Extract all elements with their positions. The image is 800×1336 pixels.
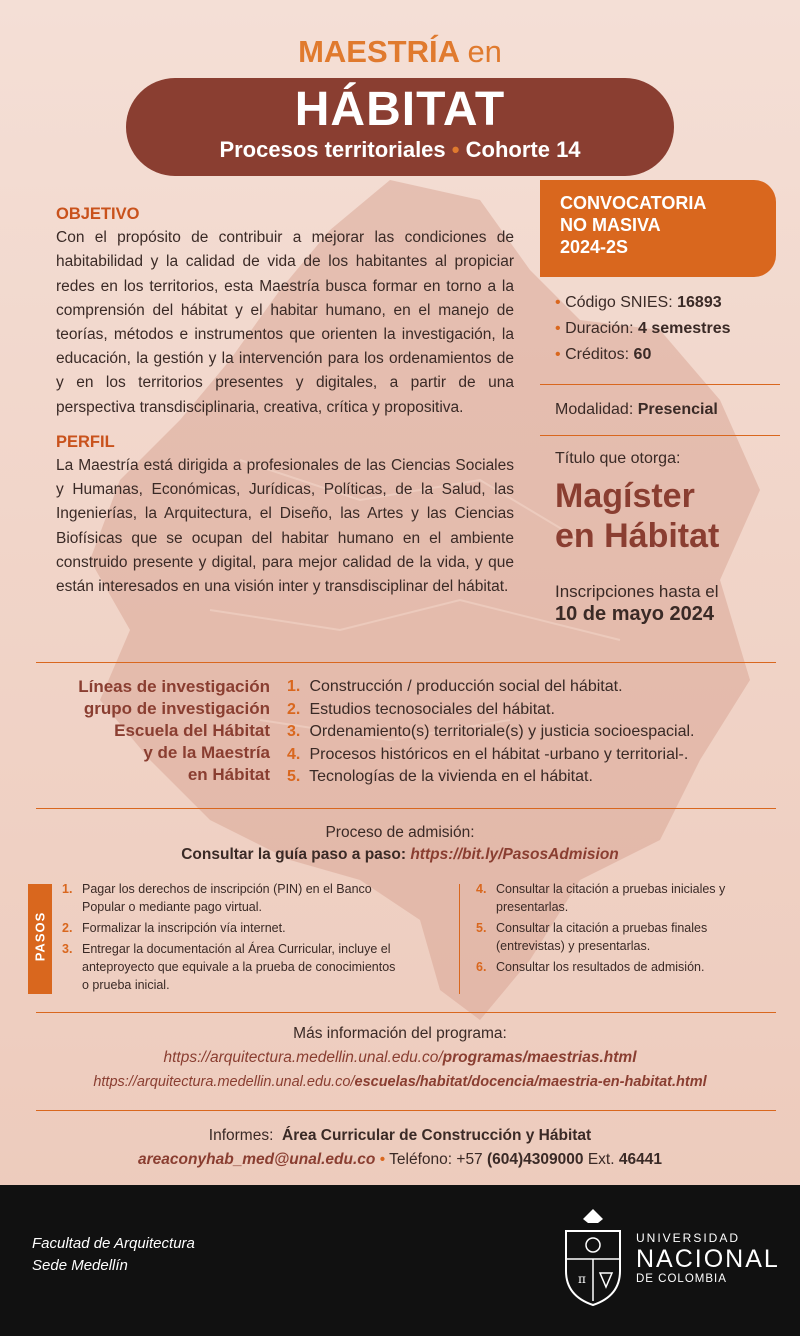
convocatoria-badge: CONVOCATORIA NO MASIVA 2024-2S — [540, 180, 776, 277]
objetivo-text: Con el propósito de contribuir a mejorar las condiciones de habitabilidad y la calidad de vida de los habitantes al propiciar redes en los territorios, esta Maestría busca formar en torno a la comprensión del hábitat y el habitar humano, en el manejo de teorías, métodos e instrumentos que orienten la investigación, la educación, la gestión y la intervención para los ordenamientos de y en los territorios presentes y digitales, a partir de una perspectiva transdisciplinaria, creativa, crítica y propositiva. — [56, 229, 514, 416]
informes-section: Informes: Área Curricular de Construcción y Hábitat areaconyhab_med@unal.edu.co • Teléfono: +57 (604)4309000 Ext. 46441 — [138, 1127, 662, 1168]
steps-left — [62, 880, 402, 997]
list-item: 6. Consultar los resultados de admisión. — [476, 960, 705, 974]
inscripciones-label: Inscripciones hasta el — [555, 582, 719, 601]
footer — [0, 1185, 800, 1336]
titulo-value: Magíster en Hábitat — [555, 477, 720, 555]
title-pill — [126, 78, 674, 176]
program-facts — [555, 290, 780, 626]
program-link-1[interactable]: https://arquitectura.medellin.unal.edu.co/programas/maestrias.html — [163, 1049, 637, 1066]
email-link[interactable]: areaconyhab_med@unal.edu.co — [138, 1151, 376, 1168]
modalidad-item: Modalidad: Presencial — [555, 401, 718, 418]
university-logo-text: UNIVERSIDAD NACIONAL DE COLOMBIA — [636, 1231, 780, 1285]
program-subtitle: Procesos territoriales • Cohorte 14 — [219, 137, 581, 162]
titulo-label: Título que otorga: — [555, 450, 681, 467]
list-item: 3. Entregar la documentación al Área Curricular, incluye el anteproyecto que equivale a la prueba de conocimientos o prueba inicial. — [62, 942, 396, 992]
guide-link[interactable]: https://bit.ly/PasosAdmision — [410, 846, 619, 863]
list-item: 3. Ordenamiento(s) territoriale(s) y justicia socioespacial. — [287, 723, 695, 740]
steps-right — [476, 880, 726, 979]
admision-section: Proceso de admisión: Consultar la guía paso a paso: https://bit.ly/PasosAdmision — [181, 824, 619, 863]
university-crest-icon — [558, 1201, 628, 1311]
duracion-item: • Duración: 4 semestres — [555, 320, 731, 337]
creditos-item: • Créditos: 60 — [555, 346, 652, 363]
lineas-list — [287, 676, 787, 789]
faculty-name: Facultad de Arquitectura Sede Medellín — [32, 1235, 195, 1274]
pasos-tab: PASOS — [28, 884, 52, 994]
inscripciones-fecha: 10 de mayo 2024 — [555, 603, 714, 625]
snies-item: • Código SNIES: 16893 — [555, 294, 722, 311]
list-item: 2. Estudios tecnosociales del hábitat. — [287, 700, 555, 718]
objetivo-heading: OBJETIVO — [56, 205, 140, 223]
list-item: 4. Consultar la citación a pruebas iniciales y presentarlas. — [476, 882, 726, 914]
list-item: 1. Construcción / producción social del hábitat. — [287, 678, 623, 695]
list-item: 2. Formalizar la inscripción vía internet. — [62, 921, 286, 935]
list-item: 4. Procesos históricos en el hábitat -urbano y territorial-. — [287, 745, 689, 763]
svg-text:π: π — [578, 1272, 586, 1286]
lineas-label: Líneas de investigación grupo de investigación Escuela del Hábitat y de la Maestría en Hábitat — [78, 677, 270, 784]
perfil-text: La Maestría está dirigida a profesionales de las Ciencias Sociales y Humanas, Económicas, Jurídicas, Políticas, de la Salud, las Ingenierías, la Arquitectura, el Diseño, las Artes y las Ciencias Biofísicas que se ocupan del habitar humano en el ambiente construido presente y digital, para mejor calidad de la vida, y que están interesados en una visión inter y transdisciplinar del hábitat. — [56, 457, 514, 596]
program-link-2[interactable]: https://arquitectura.medellin.unal.edu.co/escuelas/habitat/docencia/maestria-en-habitat.html — [93, 1074, 707, 1090]
perfil-heading: PERFIL — [56, 432, 115, 451]
list-item: 5. Consultar la citación a pruebas finales (entrevistas) y presentarlas. — [476, 921, 708, 953]
mas-info-section: Más información del programa: https://arquitectura.medellin.unal.edu.co/programas/maestrias.html https://arquitectura.medellin.unal.edu.co/escuelas/habitat/docencia/maestria-en-habitat.html — [0, 1022, 800, 1094]
program-name: HÁBITAT — [294, 83, 506, 136]
header-title: MAESTRÍA en — [298, 34, 502, 69]
list-item: 1. Pagar los derechos de inscripción (PIN) en el Banco Popular o mediante pago virtual. — [62, 882, 372, 914]
list-item: 5. Tecnologías de la vivienda en el hábitat. — [287, 768, 593, 785]
